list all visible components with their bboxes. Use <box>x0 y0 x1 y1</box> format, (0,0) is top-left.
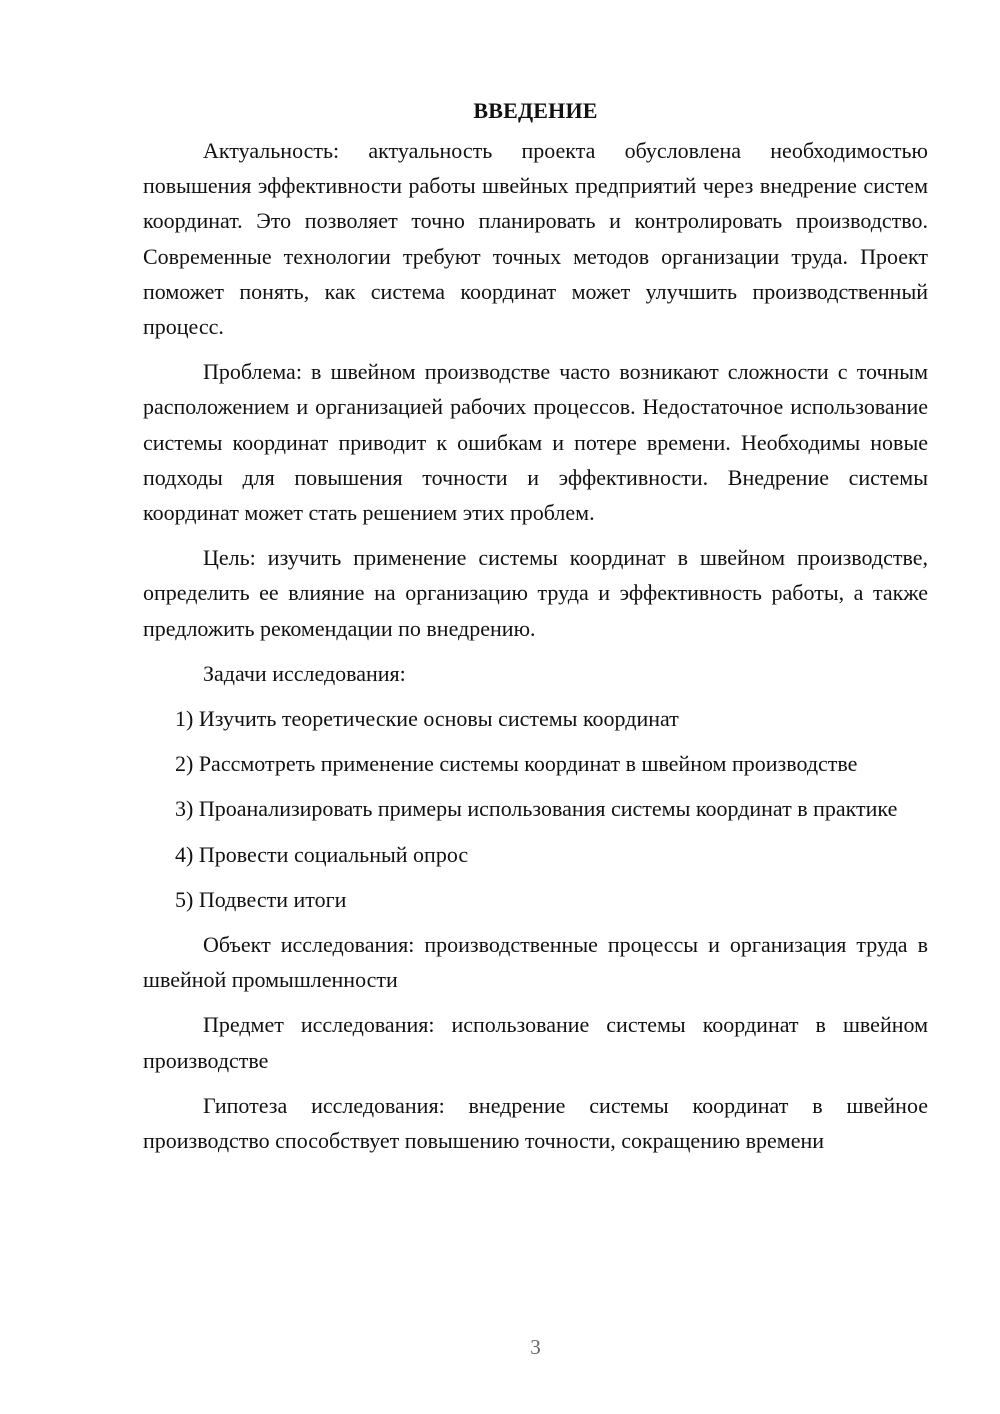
paragraph-subject: Предмет исследования: использование системы координат в швейном производстве <box>143 1012 928 1073</box>
paragraph-relevance: Актуальность: актуальность проекта обусловлена необходимостью повышения эффективности работы швейных предприятий через внедрение систем координат. Это позволяет точно планировать и контролировать производство. Современные технологии требуют точных методов организации труда. Проект поможет понять, как система координат может улучшить производственный процесс. <box>143 138 928 340</box>
page-content <box>143 96 928 1168</box>
tasks-heading: Задачи исследования: <box>203 660 406 686</box>
paragraph-problem: Проблема: в швейном производстве часто возникают сложности с точным расположением и организацией рабочих процессов. Недостаточное использование системы координат приводит к ошибкам и потере времени. Необходимы новые подходы для повышения точности и эффективности. Внедрение системы координат может стать решением этих проблем. <box>143 359 928 526</box>
page-title: ВВЕДЕНИЕ <box>473 98 598 123</box>
task-item-2: 2) Рассмотреть применение системы координат в швейном производстве <box>175 751 858 777</box>
paragraph-hypothesis: Гипотеза исследования: внедрение системы координат в швейное производство способствует повышению точности, сокращению времени <box>143 1092 928 1154</box>
task-item-4: 4) Провести социальный опрос <box>175 841 469 867</box>
paragraph-object: Объект исследования: производственные процессы и организация труда в швейной промышленности <box>143 932 928 993</box>
paragraph-goal: Цель: изучить применение системы координат в швейном производстве, определить ее влияние на организацию труда и эффективность работы, а также предложить рекомендации по внедрению. <box>143 545 928 641</box>
task-item-1: 1) Изучить теоретические основы системы координат <box>175 706 679 732</box>
task-item-3: 3) Проанализировать примеры использования системы координат в практике <box>175 796 898 822</box>
page-number: 3 <box>530 1335 541 1359</box>
task-item-5: 5) Подвести итоги <box>175 886 347 912</box>
